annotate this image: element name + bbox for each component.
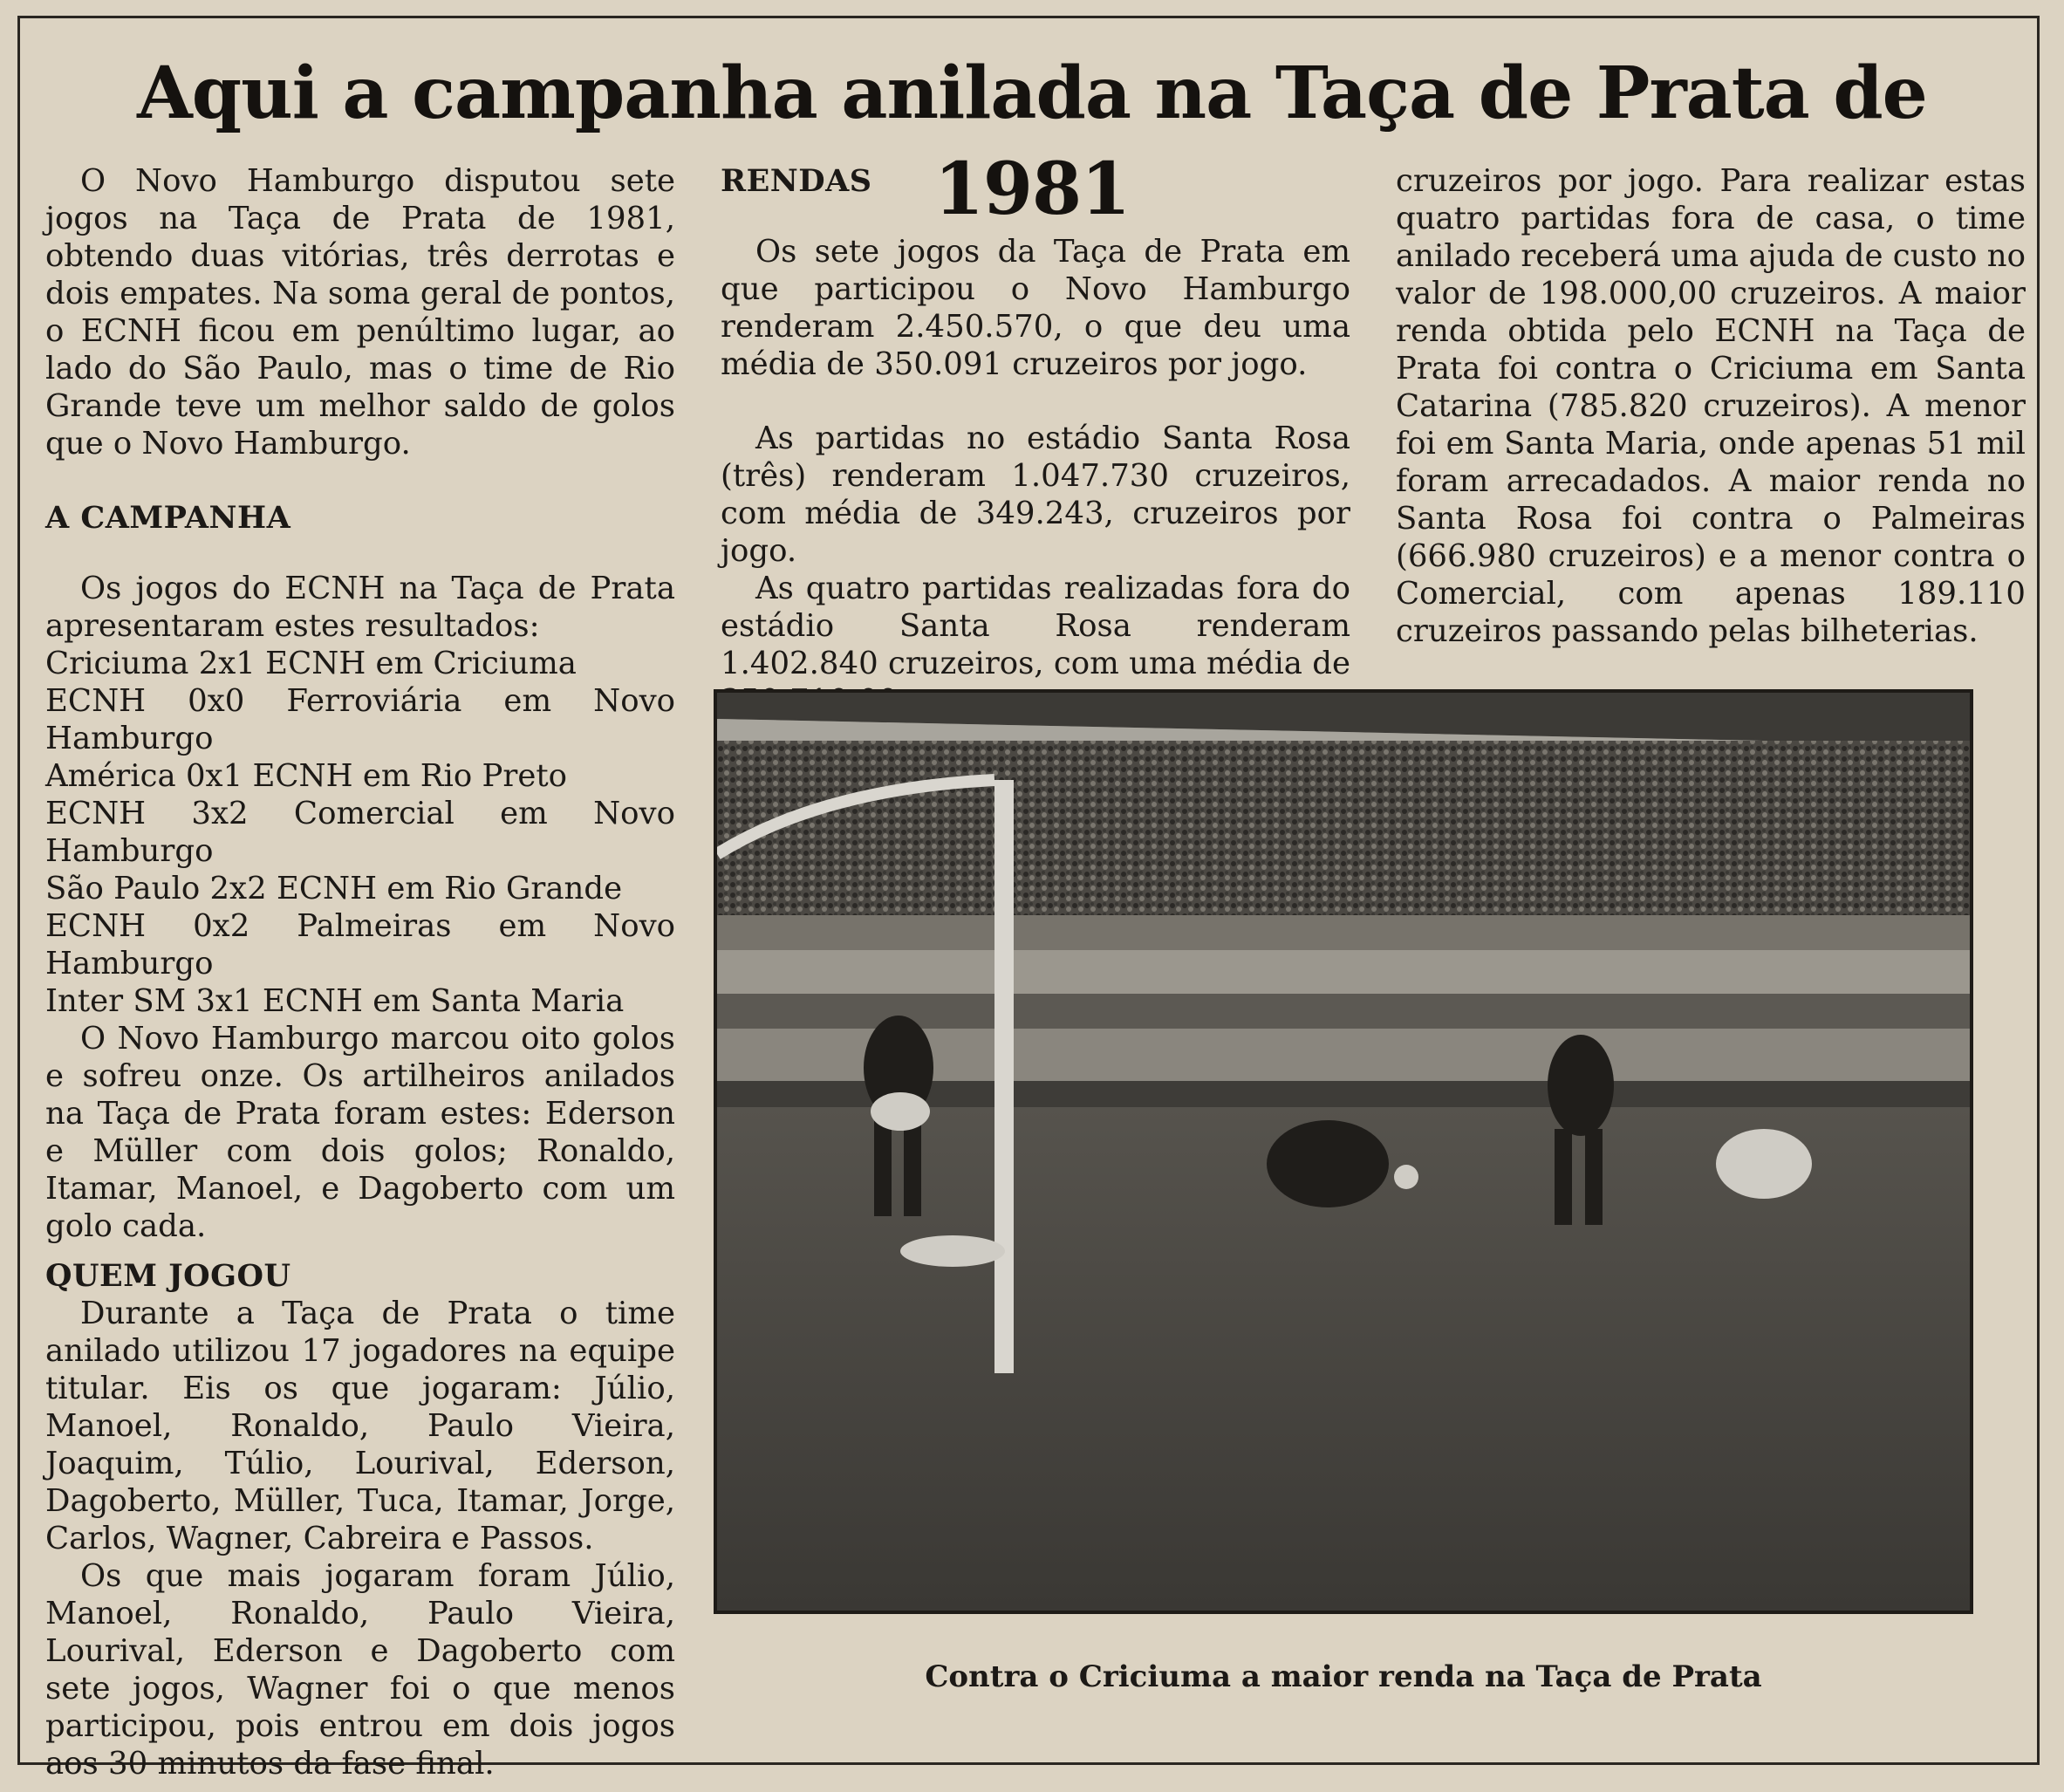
column-2: [721, 162, 1350, 720]
rendas-paragraph-3: As quatro partidas realizadas fora do estádio Santa Rosa renderam 1.402.840 cruzeiros, com uma média de: [721, 571, 1350, 681]
golos-paragraph: O Novo Hamburgo marcou oito golos e sofreu onze. Os artilheiros anilados na Taça de Prata foram estes: Ederson e Müller com dois golos; Ronaldo, Itamar, Manoel, e Dagoberto com um golo cada.: [45, 1021, 675, 1244]
intro-paragraph: O Novo Hamburgo disputou sete jogos na Taça de Prata de 1981, obtendo duas vitórias, três derrotas e dois empates. Na soma geral de pontos, o ECNH ficou em penúltimo lugar, ao lado do São Paulo, mas o time de Rio Grande teve um melhor saldo de golos que o Novo Hamburgo.: [45, 163, 675, 462]
result-line: ECNH 0x2 Palmeiras em Novo Hamburgo: [45, 908, 675, 981]
rendas-paragraph-1: Os sete jogos da Taça de Prata em que participou o Novo Hamburgo renderam 2.450.570, o que deu uma média de 350.091 cruzeiros por jogo.: [721, 234, 1350, 382]
result-line: ECNH 0x0 Ferroviária em Novo Hamburgo: [45, 683, 675, 756]
result-line: América 0x1 ECNH em Rio Preto: [45, 758, 568, 794]
result-line: ECNH 3x2 Comercial em Novo Hamburgo: [45, 796, 675, 869]
result-line: Inter SM 3x1 ECNH em Santa Maria: [45, 983, 625, 1019]
result-line: São Paulo 2x2 ECNH em Rio Grande: [45, 871, 623, 906]
rendas-continuation-paragraph: cruzeiros por jogo. Para realizar estas quatro partidas fora de casa, o time anilado receberá uma ajuda de custo no valor de 198.000,00 cruzeiros. A maior renda obtida pelo ECNH na Taça de Prata foi contra o Criciuma em Santa Catarina (785.820 cruzeiros). A menor foi em Santa Maria, onde apenas 51 mil foram arrecadados. A maior renda no Santa Rosa foi contra o Palmeiras (666.980 cruzeiros) e a menor contra o Comercial, com apenas 189.110 cruzeiros passando pelas bilheterias.: [1396, 163, 2026, 649]
photo-caption: Contra o Criciuma a maior renda na Taça de Prata: [925, 1659, 1762, 1694]
campanha-intro-paragraph: Os jogos do ECNH na Taça de Prata apresentaram estes resultados:: [45, 571, 675, 644]
column-1: [45, 162, 675, 1782]
heading-rendas: RENDAS: [721, 163, 872, 199]
result-line: Criciuma 2x1 ECNH em Criciuma: [45, 646, 577, 681]
match-photo: [714, 689, 1973, 1614]
column-3: [1396, 162, 2026, 650]
quem-jogou-paragraph-1: Durante a Taça de Prata o time anilado utilizou 17 jogadores na equipe titular. Eis os que jogaram: Júlio, Manoel, Ronaldo, Paulo Vieira, Joaquim, Túlio, Lourival, Ederson, Dagoberto, Müller, Tuca, Itamar, Jorge, Carlos, Wagner, Cabreira e Passos.: [45, 1296, 675, 1556]
rendas-paragraph-2: As partidas no estádio Santa Rosa (três) renderam 1.047.730 cruzeiros, com média de 349.243, cruzeiros por jogo.: [721, 421, 1350, 569]
heading-quem-jogou: QUEM JOGOU: [45, 1258, 291, 1294]
headline: Aqui a campanha anilada na Taça de Prata de 1981: [137, 51, 1927, 231]
heading-a-campanha: A CAMPANHA: [45, 500, 291, 536]
quem-jogou-paragraph-2: Os que mais jogaram foram Júlio, Manoel, Ronaldo, Paulo Vieira, Lourival, Ederson e Dagoberto com sete jogos, Wagner foi o que menos participou, pois entrou em dois jogos aos 30 minutos da fase final.: [45, 1558, 675, 1782]
